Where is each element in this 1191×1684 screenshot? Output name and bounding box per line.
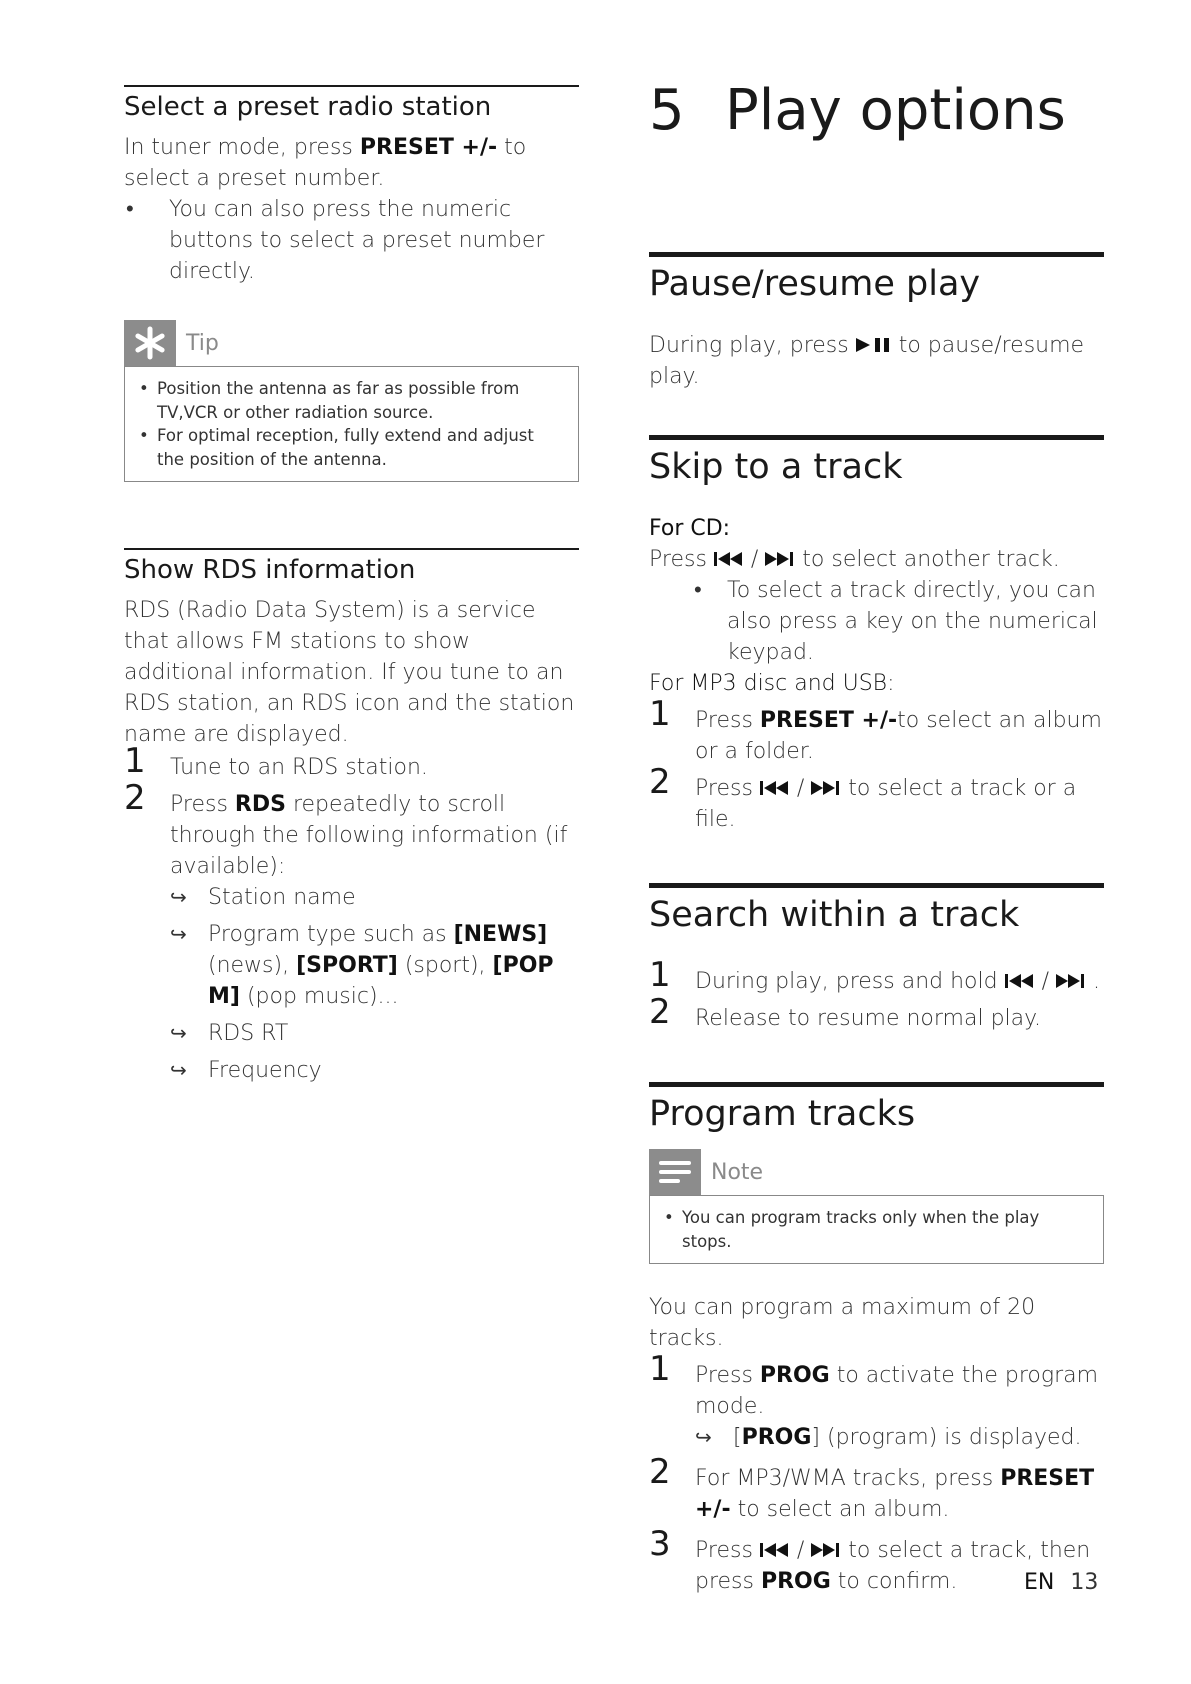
tip-item: • Position the antenna as far as possible from TV,VCR or other radiation source. xyxy=(139,379,520,422)
right-column xyxy=(649,0,1104,1597)
tip-callout xyxy=(124,320,579,482)
preset-section xyxy=(124,132,579,287)
chapter-name: Play options xyxy=(725,78,1066,143)
step-number: 3 xyxy=(649,1524,671,1564)
rds-step-1: 1 Tune to an RDS station. xyxy=(124,741,428,781)
section-rule xyxy=(649,1082,1104,1087)
tip-icon xyxy=(124,320,176,366)
skip-cd-label: For CD: xyxy=(649,516,731,541)
step-number: 1 xyxy=(649,1349,671,1389)
pause-section xyxy=(649,330,1104,392)
result-arrow-icon: ↪ xyxy=(170,1058,187,1082)
step-number: 2 xyxy=(649,1452,671,1492)
skip-step-2: 2 Press / to select a track or a file. xyxy=(649,762,1077,832)
tip-label: Tip xyxy=(186,330,219,356)
program-section xyxy=(649,1292,1104,1597)
step-number: 2 xyxy=(649,762,671,802)
note-icon xyxy=(649,1149,701,1195)
rds-step-2: 2 Press RDS repeatedly to scroll through the following information (if available): ↪ Station name ↪ Program type such as [NEWS] (news), [SPORT] (sport), [POP M] (pop music)... ↪ RDS RT ↪ Frequency xyxy=(124,789,579,1086)
rds-result-frequency: ↪ Frequency xyxy=(170,1055,579,1086)
result-arrow-icon: ↪ xyxy=(170,885,187,909)
note-callout xyxy=(649,1149,1104,1264)
result-arrow-icon: ↪ xyxy=(695,1425,712,1449)
skip-heading: Skip to a track xyxy=(649,447,903,487)
note-box xyxy=(649,1195,1104,1264)
rds-intro: RDS (Radio Data System) is a service that allows FM stations to show additional information. If you tune to an RDS station, an RDS icon and the station name are displayed. xyxy=(124,598,575,747)
section-rule xyxy=(124,548,579,550)
note-label: Note xyxy=(711,1159,764,1185)
program-step-2: 2 For MP3/WMA tracks, press PRESET +/- to select an album. xyxy=(649,1452,1095,1522)
next-icon xyxy=(1056,972,1086,990)
skip-step-1: 1 Press PRESET +/-to select an album or a folder. xyxy=(649,694,1102,764)
next-icon xyxy=(811,1541,841,1559)
lines-icon xyxy=(658,1159,692,1185)
rds-result-rt: ↪ RDS RT xyxy=(170,1018,579,1049)
step-number: 2 xyxy=(124,778,146,818)
rds-result-station: ↪ Station name xyxy=(170,882,579,913)
skip-section xyxy=(649,513,1104,835)
skip-cd-text: Press / to select another track. xyxy=(649,547,1060,572)
language-code: EN xyxy=(1024,1570,1055,1595)
step-number: 1 xyxy=(649,955,671,995)
section-rule xyxy=(649,435,1104,440)
program-step-1: 1 Press PROG to activate the program mode. ↪ [PROG] (program) is displayed. xyxy=(649,1360,1104,1453)
next-icon xyxy=(811,779,841,797)
rds-section xyxy=(124,595,579,1086)
step-number: 1 xyxy=(649,694,671,734)
section-rule xyxy=(649,883,1104,888)
search-step-2: 2 Release to resume normal play. xyxy=(649,992,1042,1032)
result-arrow-icon: ↪ xyxy=(170,1021,187,1045)
page-number: 13 xyxy=(1070,1570,1099,1595)
program-heading: Program tracks xyxy=(649,1094,916,1134)
play-pause-icon xyxy=(856,336,892,354)
step-number: 1 xyxy=(124,741,146,781)
search-step-1: 1 During play, press and hold / . xyxy=(649,955,1100,995)
search-section xyxy=(649,955,1104,1034)
result-arrow-icon: ↪ xyxy=(170,922,187,946)
section-rule xyxy=(124,85,579,87)
bullet-dot: • xyxy=(126,197,134,222)
tip-item: • For optimal reception, fully extend and adjust the position of the antenna. xyxy=(139,426,534,469)
section-rule xyxy=(649,252,1104,257)
preset-intro: In tuner mode, press PRESET +/- to select a preset number. xyxy=(124,135,527,191)
preset-heading: Select a preset radio station xyxy=(124,92,492,122)
pause-text: During play, press to pause/resume play. xyxy=(649,333,1085,389)
previous-icon xyxy=(760,1541,790,1559)
bullet-dot: • xyxy=(694,578,702,603)
skip-cd-bullet: • To select a track directly, you can also press a key on the numerical keypad. xyxy=(649,575,1104,668)
preset-bullet: • You can also press the numeric buttons to select a preset number directly. xyxy=(124,194,579,287)
skip-mp3-label: For MP3 disc and USB: xyxy=(649,671,895,696)
program-step-1-result: ↪ [PROG] (program) is displayed. xyxy=(695,1422,1104,1453)
rds-heading: Show RDS information xyxy=(124,555,416,585)
search-heading: Search within a track xyxy=(649,895,1020,935)
previous-icon xyxy=(1005,972,1035,990)
note-item: • You can program tracks only when the play stops. xyxy=(664,1208,1040,1251)
page-footer xyxy=(1024,1570,1098,1595)
program-step-3: 3 Press / to select a track, then press PROG to confirm. xyxy=(649,1524,1091,1594)
pause-heading: Pause/resume play xyxy=(649,264,981,304)
previous-icon xyxy=(760,779,790,797)
chapter-number: 5 xyxy=(649,78,685,143)
tip-box xyxy=(124,366,579,482)
next-icon xyxy=(765,550,795,568)
previous-icon xyxy=(714,550,744,568)
step-number: 2 xyxy=(649,992,671,1032)
rds-result-program-type: ↪ Program type such as [NEWS] (news), [SPORT] (sport), [POP M] (pop music)... xyxy=(170,919,579,1012)
program-max: You can program a maximum of 20 tracks. xyxy=(649,1295,1036,1351)
asterisk-icon xyxy=(133,326,167,360)
left-column xyxy=(124,0,579,1086)
